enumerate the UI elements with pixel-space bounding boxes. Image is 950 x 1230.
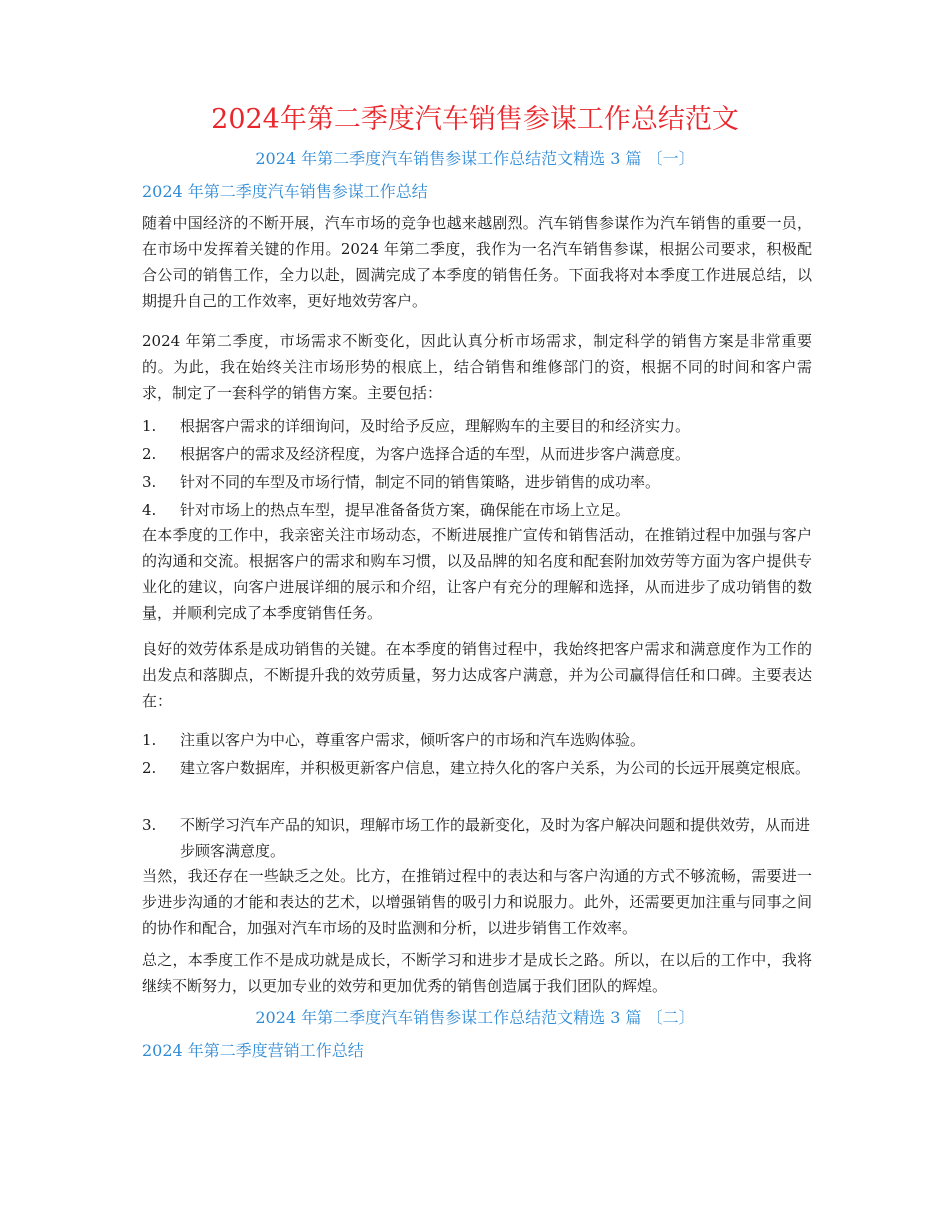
paragraph-shortcomings: 当然，我还存在一些缺乏之处。比方，在推销过程中的表达和与客户沟通的方式不够流畅，需要进一步进步沟通的才能和表达的艺术，以增强销售的吸引力和说服力。此外，还需要更加注重与同事之间的协作和配合，加强对汽车市场的及时监测和分析，以进步销售工作效率。 — [142, 867, 812, 937]
section-heading-1: 2024 年第二季度汽车销售参谋工作总结范文精选 3 篇 〔一〕 — [255, 149, 695, 168]
list-item-number: 2. — [142, 759, 157, 777]
list-item — [142, 812, 812, 864]
article-subheading-1: 2024 年第二季度汽车销售参谋工作总结 — [142, 182, 428, 201]
list-item — [142, 469, 812, 495]
section-heading-2: 2024 年第二季度汽车销售参谋工作总结范文精选 3 篇 〔二〕 — [255, 1008, 695, 1027]
list-item-text: 注重以客户为中心，尊重客户需求，倾听客户的市场和汽车选购体验。 — [180, 731, 646, 749]
page-title: 2024年第二季度汽车销售参谋工作总结范文 — [211, 104, 739, 135]
list-item-number: 2. — [142, 445, 157, 463]
list-item-number: 1. — [142, 731, 157, 749]
list-item-text: 根据客户的需求及经济程度，为客户选择合适的车型，从而进步客户满意度。 — [180, 445, 691, 463]
list-item — [142, 727, 812, 753]
paragraph-market-analysis: 2024 年第二季度，市场需求不断变化，因此认真分析市场需求，制定科学的销售方案是非常重要的。为此，我在始终关注市场形势的根底上，结合销售和维修部门的资，根据不同的时间和客户需求，制定了一套科学的销售方案。主要包括： — [142, 332, 812, 402]
list-item — [142, 441, 812, 467]
list-item-text: 根据客户需求的详细询问，及时给予反应，理解购车的主要目的和经济实力。 — [180, 417, 691, 435]
list-item-text: 针对不同的车型及市场行情，制定不同的销售策略，进步销售的成功率。 — [180, 473, 661, 491]
list-item — [142, 413, 812, 439]
list-item-text: 不断学习汽车产品的知识，理解市场工作的最新变化，及时为客户解决问题和提供效劳，从而进步顾客满意度。 — [180, 816, 811, 860]
paragraph-intro: 随着中国经济的不断开展，汽车市场的竞争也越来越剧烈。汽车销售参谋作为汽车销售的重要一员，在市场中发挥着关键的作用。2024 年第二季度，我作为一名汽车销售参谋，根据公司要求，积极配合公司的销售工作，全力以赴，圆满完成了本季度的销售任务。下面我将对本季度工作进展总结，以期提升自己的工作效率，更好地效劳客户。 — [142, 214, 812, 310]
list-item-number: 4. — [142, 501, 157, 519]
paragraph-conclusion: 总之，本季度工作不是成功就是成长，不断学习和进步才是成长之路。所以，在以后的工作中，我将继续不断努力，以更加专业的效劳和更加优秀的销售创造属于我们团队的辉煌。 — [142, 951, 812, 995]
paragraph-service-system: 良好的效劳体系是成功销售的关键。在本季度的销售过程中，我始终把客户需求和满意度作为工作的出发点和落脚点，不断提升我的效劳质量，努力达成客户满意，并为公司赢得信任和口碑。主要表达在： — [142, 640, 812, 710]
list-item-text: 针对市场上的热点车型，提早准备备货方案，确保能在市场上立足。 — [180, 501, 631, 519]
article-subheading-2: 2024 年第二季度营销工作总结 — [142, 1041, 364, 1060]
list-item-number: 1. — [142, 417, 157, 435]
list-item — [142, 497, 812, 523]
list-item-number: 3. — [142, 473, 157, 491]
list-item — [142, 755, 812, 781]
list-item-text: 建立客户数据库，并积极更新客户信息，建立持久化的客户关系，为公司的长远开展奠定根底。 — [180, 759, 811, 777]
paragraph-work-activities: 在本季度的工作中，我亲密关注市场动态，不断进展推广宣传和销售活动，在推销过程中加强与客户的沟通和交流。根据客户的需求和购车习惯，以及品牌的知名度和配套附加效劳等方面为客户提供专业化的建议，向客户进展详细的展示和介绍，让客户有充分的理解和选择，从而进步了成功销售的数量，并顺利完成了本季度销售任务。 — [142, 526, 812, 622]
list-item-number: 3. — [142, 816, 157, 834]
